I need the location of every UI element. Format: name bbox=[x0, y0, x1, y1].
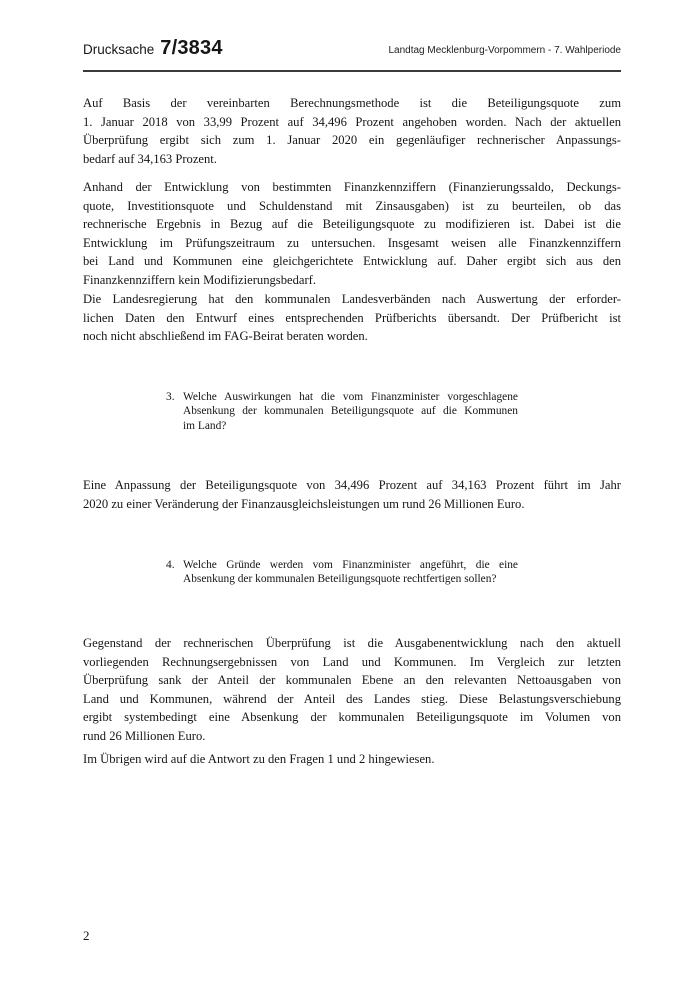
question-3-number: 3. bbox=[166, 391, 175, 403]
header-left bbox=[83, 37, 223, 60]
body-paragraph-5 bbox=[83, 634, 621, 746]
text-line: Land und Kommunen, während der Anteil des Landes stieg. Diese Belastungsverschiebung bbox=[83, 691, 621, 706]
text-line: Entwicklung im Prüfungszeitraum zu untersuchen. Insgesamt weisen alle Finanzkennziffern bbox=[83, 235, 621, 250]
body-paragraph-3 bbox=[83, 290, 621, 346]
text-line: Im Übrigen wird auf die Antwort zu den Fragen 1 und 2 hingewiesen. bbox=[83, 752, 435, 766]
text-line: Anhand der Entwicklung von bestimmten Finanzkennziffern (Finanzierungssaldo, Deckungs- bbox=[83, 180, 621, 194]
text-line: Finanzkennziffern kein Modifizierungsbedarf. bbox=[83, 272, 317, 287]
text-line: rund 26 Millionen Euro. bbox=[83, 728, 206, 743]
header-divider bbox=[83, 70, 621, 72]
text-line: im Land? bbox=[183, 419, 227, 432]
doc-type-label: Drucksache bbox=[83, 42, 155, 57]
question-4-text bbox=[183, 558, 518, 587]
body-paragraph-6 bbox=[83, 750, 621, 769]
body-paragraph-2 bbox=[83, 178, 621, 290]
text-line: lichen Daten den Entwurf eines entsprechenden Prüfberichts übersandt. Der Prüfbericht ist bbox=[83, 310, 621, 325]
text-line: ergibt systembedingt eine Absenkung der kommunalen Beteiligungsquote im Volumen von bbox=[83, 710, 621, 725]
question-4-number: 4. bbox=[166, 559, 175, 571]
text-line: vorliegenden Rechnungsergebnissen von Land und Kommunen. Im Vergleich zur letzten bbox=[83, 654, 621, 669]
text-line: Die Landesregierung hat den kommunalen Landesverbänden nach Auswertung der erforder- bbox=[83, 292, 621, 306]
question-3-text bbox=[183, 390, 518, 433]
doc-number: 7/3834 bbox=[160, 37, 223, 59]
header-session-info: Landtag Mecklenburg-Vorpommern - 7. Wahlperiode bbox=[388, 45, 621, 56]
body-paragraph-4 bbox=[83, 476, 621, 513]
text-line: rechnerische Ergebnis in Bezug auf die Beteiligungsquote zu modifizieren ist. Dabei ist die bbox=[83, 217, 621, 232]
text-line: Welche Gründe werden vom Finanzminister angeführt, die eine bbox=[183, 559, 518, 571]
text-line: Welche Auswirkungen hat die vom Finanzminister vorgeschlagene bbox=[183, 391, 518, 403]
text-line: noch nicht abschließend im FAG-Beirat beraten worden. bbox=[83, 329, 368, 344]
question-4 bbox=[166, 558, 518, 587]
text-line: bedarf auf 34,163 Prozent. bbox=[83, 151, 217, 166]
text-line: Überprüfung ergibt sich zum 1. Januar 2020 ein gegenläufiger rechnerischer Anpassungs- bbox=[83, 133, 621, 148]
text-line: 1. Januar 2018 von 33,99 Prozent auf 34,496 Prozent angehoben worden. Nach der aktuellen bbox=[83, 114, 621, 129]
text-line: bei Land und Kommunen eine gleichgerichtete Entwicklung auf. Daher ergibt sich aus den bbox=[83, 254, 621, 269]
text-line: Gegenstand der rechnerischen Überprüfung ist die Ausgabenentwicklung nach den aktuell bbox=[83, 636, 621, 650]
text-line: Eine Anpassung der Beteiligungsquote von 34,496 Prozent auf 34,163 Prozent führt im Jahr bbox=[83, 478, 621, 492]
question-3 bbox=[166, 390, 518, 433]
body-paragraph-1 bbox=[83, 94, 621, 168]
text-line: 2020 zu einer Veränderung der Finanzausgleichsleistungen um rund 26 Millionen Euro. bbox=[83, 496, 525, 511]
page-number: 2 bbox=[83, 928, 90, 943]
text-line: Auf Basis der vereinbarten Berechnungsmethode ist die Beteiligungsquote zum bbox=[83, 96, 621, 110]
text-line: Überprüfung sank der Anteil der kommunalen Ebene an den relevanten Nettoausgaben von bbox=[83, 673, 621, 688]
text-line: Absenkung der kommunalen Beteiligungsquote auf die Kommunen bbox=[183, 405, 518, 418]
text-line: Absenkung der kommunalen Beteiligungsquote rechtfertigen sollen? bbox=[183, 573, 497, 586]
text-line: quote, Investitionsquote und Schuldenstand mit Zinsausgaben) ist zu beurteilen, ob das bbox=[83, 198, 621, 213]
